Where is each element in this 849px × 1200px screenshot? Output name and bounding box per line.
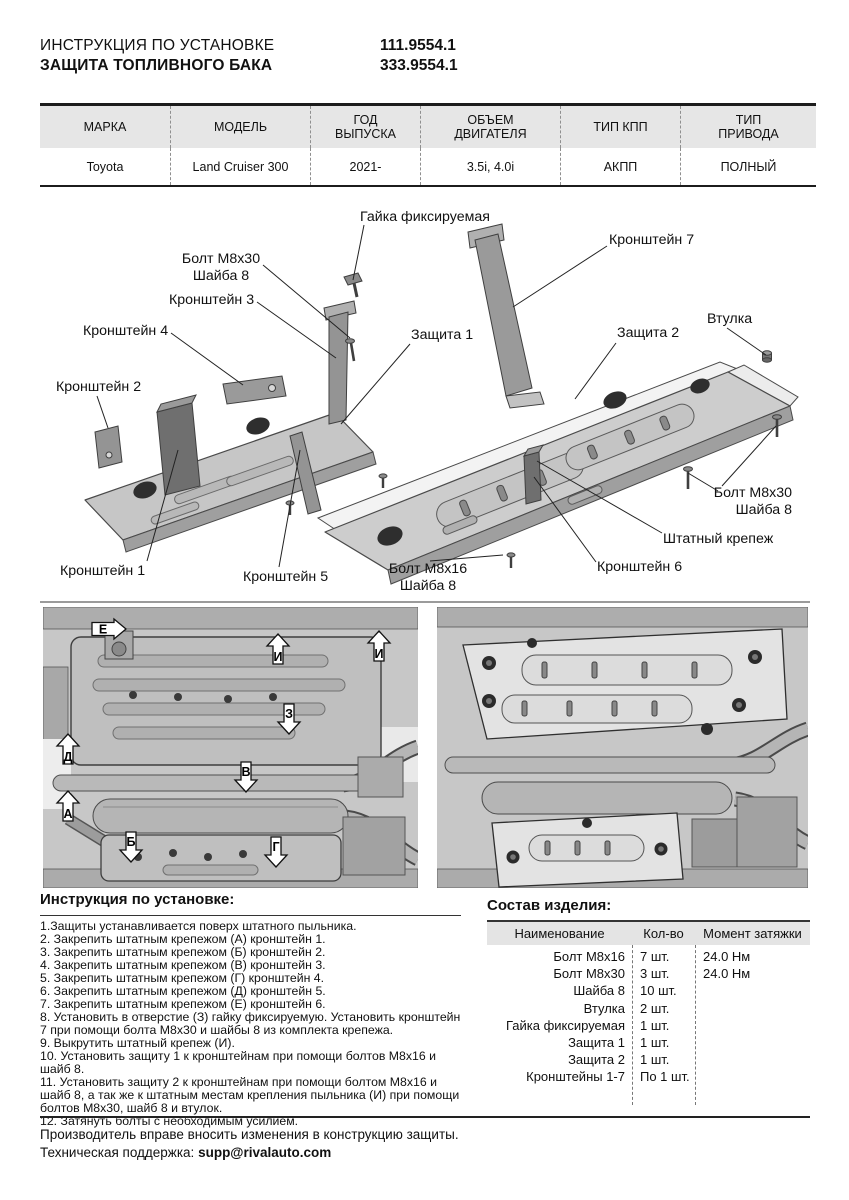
parts-list-section — [487, 897, 810, 1105]
bracket-3-drawing — [324, 301, 356, 424]
part-qty: По 1 шт. — [640, 1069, 690, 1085]
instruction-step: 1.Защиты устанавливается поверх штатного пыльника. — [40, 919, 357, 933]
instructions-steps-list — [40, 920, 461, 1129]
part-qty: 1 шт. — [640, 1052, 670, 1068]
parts-table-row — [487, 1051, 810, 1068]
right-photo-underbody-installed — [437, 607, 808, 888]
label-bolt-m8x30-top: Болт М8х30 Шайба 8 — [181, 251, 261, 284]
part-name: Болт М8х30 — [553, 966, 625, 982]
label-plate-1: Защита 1 — [411, 327, 474, 343]
instruction-step: 9. Выкрутить штатный крепеж (И). — [40, 1036, 235, 1051]
label-stock-fastener: Штатный крепеж — [663, 531, 774, 547]
vehicle-table-value-cell: АКПП — [560, 148, 680, 185]
footer-disclaimer: Производитель вправе вносить изменения в конструкцию защиты. — [40, 1127, 459, 1142]
parts-table-row — [487, 1017, 810, 1034]
parts-table-row — [487, 965, 810, 982]
instruction-step: 6. Закрепить штатным крепежом (Д) кронштейн 5. — [40, 984, 326, 999]
label-nut-leader — [353, 225, 364, 280]
vehicle-table-value-cell: ПОЛНЫЙ — [680, 148, 816, 185]
doc-type-title: ИНСТРУКЦИЯ ПО УСТАНОВКЕ — [40, 37, 275, 54]
part-name: Кронштейны 1-7 — [526, 1069, 625, 1085]
instruction-step: 8. Установить в отверстие (З) гайку фиксируемую. Установить кронштейн 7 при помощи болта М8х30 и шайбы 8 из комплекта крепежа. — [40, 1010, 461, 1038]
instruction-step: 3. Закрепить штатным крепежом (Б) кронштейн 2. — [40, 945, 326, 960]
label-bracket-2-leader — [97, 396, 108, 428]
label-plate-2-leader — [575, 343, 616, 399]
vehicle-table-value-cell: Land Cruiser 300 — [170, 148, 310, 185]
parts-table-divider-1 — [632, 945, 633, 1105]
bracket-4-drawing — [223, 376, 286, 404]
vehicle-table-value-cell: 2021- — [310, 148, 420, 185]
svg-text:В: В — [241, 765, 251, 779]
label-bracket-4: Кронштейн 4 — [83, 323, 169, 339]
svg-text:Д: Д — [63, 750, 73, 764]
part-torque: 24.0 Нм — [703, 966, 751, 982]
svg-text:Г: Г — [272, 840, 280, 854]
installed-plate-1-drawing — [492, 813, 683, 887]
svg-text:А: А — [63, 807, 73, 821]
part-qty: 10 шт. — [640, 983, 677, 999]
instruction-step: 4. Закрепить штатным крепежом (В) кронштейн 3. — [40, 958, 326, 973]
support-email: supp@rivalauto.com — [198, 1145, 332, 1160]
bushing-drawing — [763, 351, 772, 362]
part-qty: 7 шт. — [640, 949, 670, 965]
parts-table-row — [487, 982, 810, 999]
parts-table-row — [487, 1000, 810, 1017]
part-torque: 24.0 Нм — [703, 949, 751, 965]
installed-plate-2-drawing — [463, 629, 787, 739]
parts-table-row — [487, 948, 810, 965]
label-bolt-m8x30-right: Болт М8х30 Шайба 8 — [713, 485, 792, 518]
label-plate-1-leader — [341, 344, 410, 424]
part-number-2: 333.9554.1 — [380, 57, 458, 74]
label-bracket-1: Кронштейн 1 — [60, 563, 146, 579]
captive-nut-drawing — [344, 273, 362, 297]
footer — [40, 1126, 459, 1162]
instruction-step: 10. Установить защиту 1 к кронштейнам при помощи болтов М8х16 и шайб 8. — [40, 1049, 436, 1077]
parts-table-row — [487, 1034, 810, 1051]
label-bolt-m8x30-top-leader — [263, 265, 350, 338]
parts-heading: Состав изделия: — [487, 897, 612, 914]
label-bracket-5: Кронштейн 5 — [243, 569, 329, 585]
label-bushing: Втулка — [707, 311, 753, 327]
instructions-divider — [40, 915, 461, 916]
label-nut: Гайка фиксируемая — [360, 209, 490, 225]
product-title: ЗАЩИТА ТОПЛИВНОГО БАКА — [40, 57, 273, 74]
document-header — [40, 36, 274, 76]
part-name: Защита 2 — [568, 1052, 625, 1068]
parts-col-qty: Кол-во — [643, 926, 684, 941]
bracket-1-drawing — [157, 395, 200, 495]
parts-col-torque: Момент затяжки — [703, 926, 802, 941]
label-bushing-leader — [727, 328, 766, 355]
vehicle-table-header-cell: ГОД ВЫПУСКА — [310, 106, 420, 148]
part-name: Болт М8х16 — [553, 949, 625, 965]
part-name: Втулка — [583, 1000, 625, 1016]
vehicle-table-header-cell: ТИП ПРИВОДА — [680, 106, 816, 148]
photos-separator-line — [40, 601, 810, 603]
bracket-2-drawing — [95, 426, 122, 468]
label-bracket-7-leader — [513, 246, 607, 307]
parts-table-header-row — [487, 922, 810, 945]
part-qty: 2 шт. — [640, 1000, 670, 1016]
instruction-step: 5. Закрепить штатным крепежом (Г) кронштейн 4. — [40, 971, 325, 986]
vehicle-table-header-cell: МОДЕЛЬ — [170, 106, 310, 148]
svg-text:И: И — [273, 650, 283, 664]
vehicle-table-header-cell: ОБЪЕМ ДВИГАТЕЛЯ — [420, 106, 560, 148]
parts-table — [487, 920, 810, 1105]
vehicle-table-header-cell: ТИП КПП — [560, 106, 680, 148]
part-qty: 3 шт. — [640, 966, 670, 982]
part-qty: 1 шт. — [640, 1035, 670, 1051]
part-name: Защита 1 — [568, 1035, 625, 1051]
instructions-heading: Инструкция по установке: — [40, 891, 235, 908]
left-photo-underbody-stock — [43, 607, 418, 888]
vehicle-table — [40, 103, 816, 187]
label-bolt-m8x16: Болт М8х16 Шайба 8 — [388, 561, 468, 594]
instruction-step: 7. Закрепить штатным крепежом (Е) кронштейн 6. — [40, 997, 326, 1012]
parts-table-divider-2 — [695, 945, 696, 1105]
installation-instructions-section — [40, 891, 461, 1129]
instruction-step: 11. Установить защиту 2 к кронштейнам при помощи болтом М8х16 и шайб 8, а так же к штатным местам крепления пыльника (И) при помощи болтов М8х30, шайб 8 и втулок. — [40, 1075, 460, 1116]
part-number-1: 111.9554.1 — [380, 37, 456, 54]
fuel-tank-drawing — [71, 631, 381, 765]
label-bracket-7: Кронштейн 7 — [609, 232, 695, 248]
svg-text:Б: Б — [126, 835, 136, 849]
exploded-parts-diagram — [40, 195, 816, 595]
footer-support-line — [40, 1144, 459, 1162]
vehicle-table-value-cell: Toyota — [86, 159, 124, 174]
vehicle-table-header-row — [40, 106, 816, 148]
part-qty: 1 шт. — [640, 1017, 670, 1033]
parts-table-body — [487, 945, 810, 1105]
parts-col-name: Наименование — [514, 926, 605, 941]
svg-text:Е: Е — [98, 622, 108, 637]
vehicle-table-value-cell: 3.5i, 4.0i — [420, 148, 560, 185]
part-name: Гайка фиксируемая — [505, 1017, 625, 1033]
part-numbers — [380, 36, 458, 76]
svg-text:З: З — [285, 707, 293, 721]
part-name: Шайба 8 — [573, 983, 625, 999]
label-plate-2: Защита 2 — [617, 325, 680, 341]
vehicle-table-value-row — [40, 148, 816, 185]
instruction-step: 12. Затянуть болты с необходимым усилием. — [40, 1114, 299, 1129]
instruction-step: 2. Закрепить штатным крепежом (А) кронштейн 1. — [40, 932, 326, 947]
support-label: Техническая поддержка: — [40, 1145, 195, 1160]
vehicle-table-header-cell: МАРКА — [83, 120, 127, 134]
label-bracket-4-leader — [171, 333, 243, 385]
bracket-7-drawing — [468, 224, 544, 408]
footer-divider — [40, 1116, 810, 1118]
parts-table-row — [487, 1068, 810, 1085]
label-bracket-2: Кронштейн 2 — [56, 379, 142, 395]
svg-text:И: И — [374, 647, 384, 661]
label-bracket-6: Кронштейн 6 — [597, 559, 683, 575]
label-bracket-3: Кронштейн 3 — [169, 292, 255, 308]
